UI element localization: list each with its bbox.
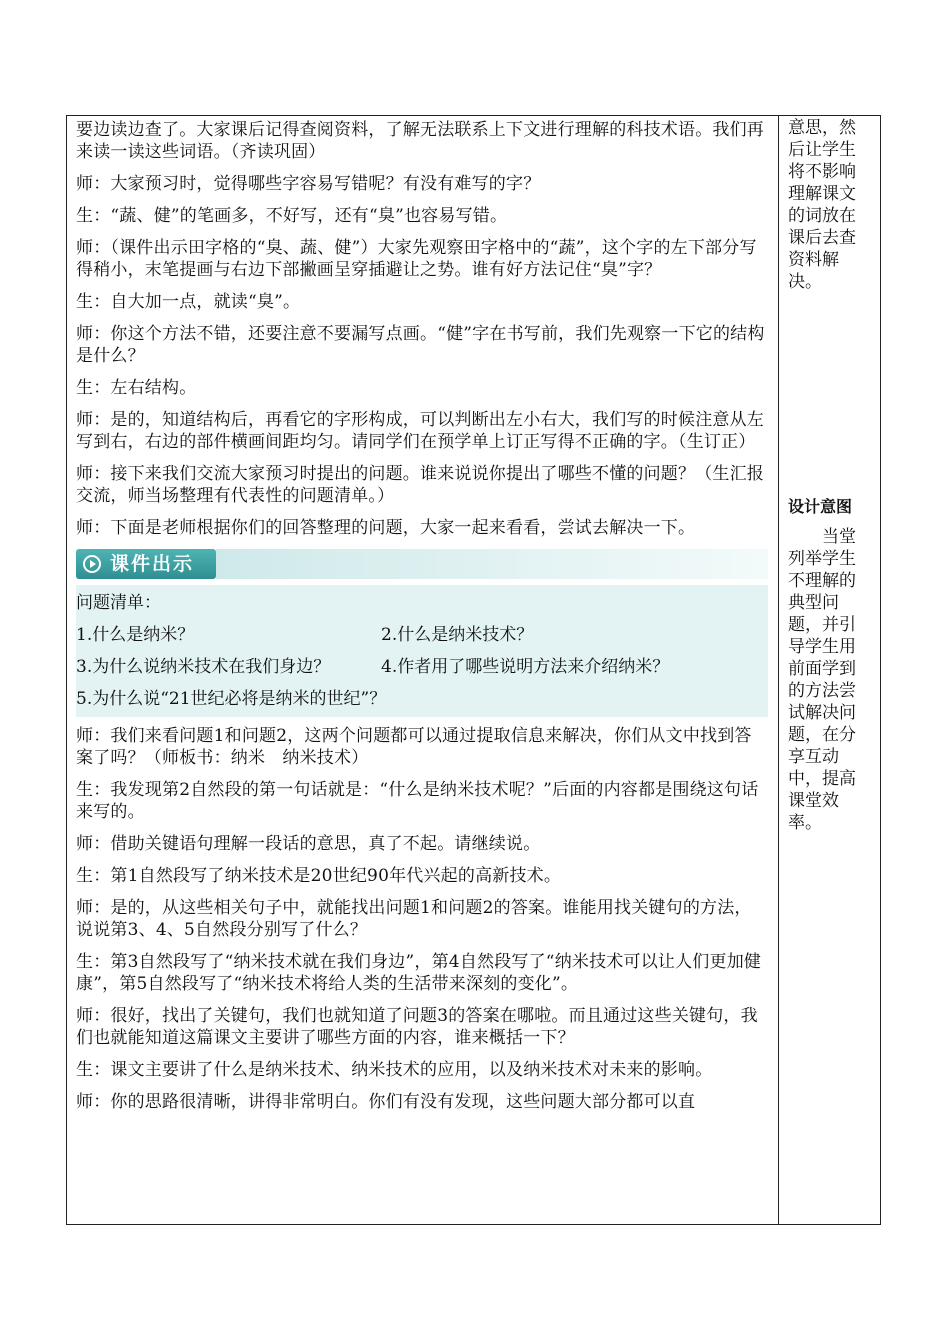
paragraph: 师：我们来看问题1和问题2，这两个问题都可以通过提取信息来解决，你们从文中找到答案了吗？（师板书：纳米 纳米技术） <box>76 726 752 768</box>
paragraph: 师：很好，找出了关键句，我们也就知道了问题3的答案在哪啦。而且通过这些关键句，我们也就能知道这篇课文主要讲了哪些方面的内容，谁来概括一下？ <box>76 1006 758 1048</box>
paragraph: 师：你的思路很清晰，讲得非常明白。你们有没有发现，这些问题大部分都可以直 <box>76 1092 696 1112</box>
paragraph: 生：第1自然段写了纳米技术是20世纪90年代兴起的高新技术。 <box>76 866 562 886</box>
banner-rule <box>216 549 768 579</box>
design-notes-column <box>788 117 870 834</box>
question-item: 4.作者用了哪些说明方法来介绍纳米？ <box>381 657 670 677</box>
courseware-banner <box>76 549 768 581</box>
courseware-label: 课件出示 <box>110 553 195 575</box>
side-note-text: 意思，然后让学生将不影响理解课文的词放在课后去查资料解决。 <box>788 118 856 292</box>
question-item: 2.什么是纳米技术？ <box>381 625 534 645</box>
paragraph: 师：是的，知道结构后，再看它的字形构成，可以判断出左小右大，我们写的时候注意从左写到右，右边的部件横画间距均匀。请同学们在预学单上订正写得不正确的字。（生订正） <box>76 410 764 452</box>
paragraph: 生：我发现第2自然段的第一句话就是：“什么是纳米技术呢？”后面的内容都是围绕这句话来写的。 <box>76 780 759 822</box>
paragraph: 生：第3自然段写了“纳米技术就在我们身边”，第4自然段写了“纳米技术可以让人们更加健康”，第5自然段写了“纳米技术将给人类的生活带来深刻的变化”。 <box>76 952 762 994</box>
design-intent-heading: 设计意图 <box>788 497 853 516</box>
paragraph: 生：自大加一点，就读“臭”。 <box>76 292 301 312</box>
lesson-main-column <box>76 119 768 1123</box>
paragraph: 师：下面是老师根据你们的回答整理的问题，大家一起来看看，尝试去解决一下。 <box>76 518 696 538</box>
paragraph: 生：“蔬、健”的笔画多，不好写，还有“臭”也容易写错。 <box>76 206 508 226</box>
question-list-box <box>76 585 768 717</box>
courseware-tab <box>76 549 216 579</box>
question-item: 1.什么是纳米？ <box>76 625 195 645</box>
paragraph: 生：课文主要讲了什么是纳米技术、纳米技术的应用，以及纳米技术对未来的影响。 <box>76 1060 713 1080</box>
paragraph: 要边读边查了。大家课后记得查阅资料，了解无法联系上下文进行理解的科技术语。我们再来读一读这些词语。（齐读巩固） <box>76 120 764 162</box>
paragraph: 师：（课件出示田字格的“臭、蔬、健”）大家先观察田字格中的“蔬”，这个字的左下部分写得稍小，末笔提画与右边下部撇画呈穿插避让之势。谁有好方法记住“臭”字？ <box>76 238 757 280</box>
column-divider <box>778 115 779 1225</box>
play-icon <box>83 555 101 573</box>
paragraph: 师：借助关键语句理解一段话的意思，真了不起。请继续说。 <box>76 834 541 854</box>
paragraph: 生：左右结构。 <box>76 378 197 398</box>
question-item: 5.为什么说“21世纪必将是纳米的世纪”？ <box>76 689 387 709</box>
paragraph: 师：接下来我们交流大家预习时提出的问题。谁来说说你提出了哪些不懂的问题？（生汇报交流，师当场整理有代表性的问题清单。） <box>76 464 764 506</box>
design-intent-text: 当堂列举学生不理解的典型问题，并引导学生用前面学到的方法尝试解决问题，在分享互动中，提高课堂效率。 <box>788 527 856 833</box>
paragraph: 师：是的，从这些相关句子中，就能找出问题1和问题2的答案。谁能用找关键句的方法，说说第3、4、5自然段分别写了什么？ <box>76 898 752 940</box>
paragraph: 师：你这个方法不错，还要注意不要漏写点画。“健”字在书写前，我们先观察一下它的结构是什么？ <box>76 324 765 366</box>
question-item: 3.为什么说纳米技术在我们身边？ <box>76 657 331 677</box>
question-list-title: 问题清单： <box>76 593 161 613</box>
paragraph: 师：大家预习时，觉得哪些字容易写错呢？有没有难写的字？ <box>76 174 541 194</box>
